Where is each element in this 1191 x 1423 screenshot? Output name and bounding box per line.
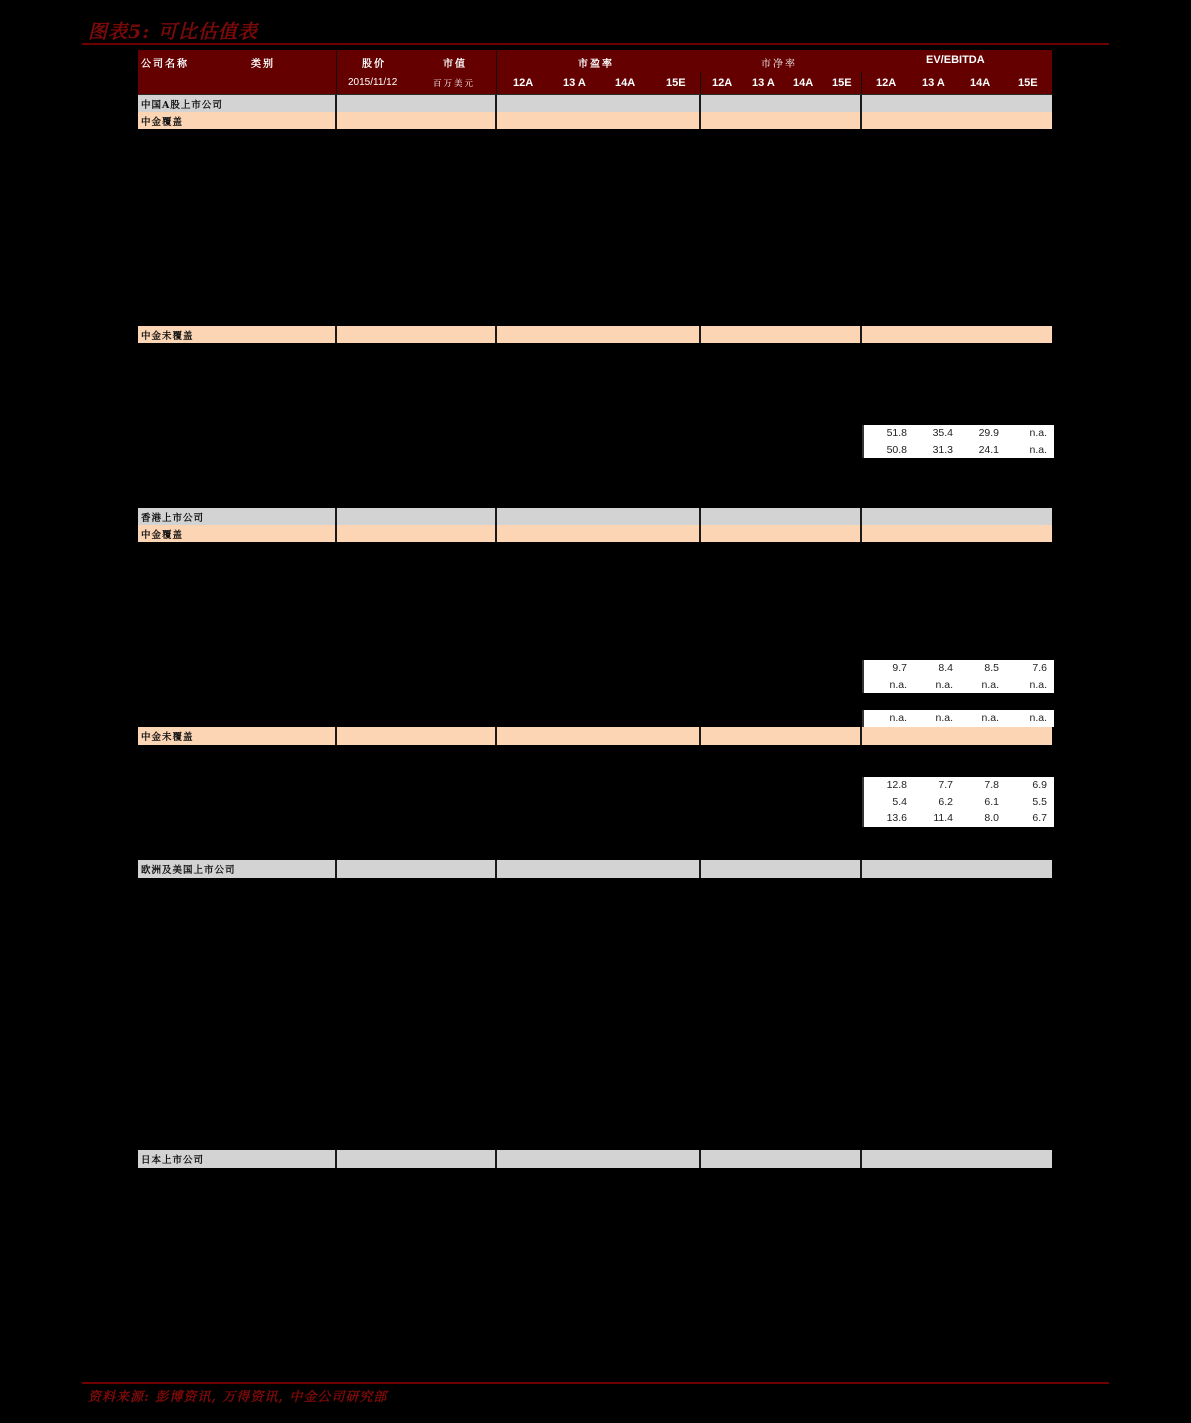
ev-ebitda-values-hk-covered-2 (862, 710, 1054, 727)
title-rule (82, 43, 1109, 45)
table-header (138, 50, 1052, 95)
header-ev-year: 15E (1018, 77, 1038, 89)
table-row: 12.8 7.7 7.8 6.9 (886, 779, 1047, 791)
figure-title: 图表5: 可比估值表 (88, 21, 258, 43)
header-pb-year: 14A (793, 77, 814, 89)
header-pb-year: 13 A (752, 77, 775, 89)
header-market-cap: 市值 (443, 59, 467, 70)
section-row-europe-us (138, 860, 1052, 878)
section-row-hk (138, 508, 1052, 525)
ev-ebitda-values-hk-covered (862, 660, 1054, 693)
footer-rule (82, 1382, 1109, 1384)
header-market-cap-unit: 百万美元 (433, 79, 476, 89)
section-row-japan (138, 1150, 1052, 1168)
section-label: 欧洲及美国上市公司 (141, 865, 236, 876)
header-pe-label: 市盈率 (578, 59, 614, 70)
header-price: 股价 (362, 59, 386, 70)
header-ev-year: 14A (970, 77, 991, 89)
header-divider (700, 72, 701, 94)
header-ev-ebitda-label: EV/EBITDA (926, 54, 985, 66)
header-pe-year: 14A (615, 77, 636, 89)
header-divider (336, 50, 337, 94)
table-row: 5.4 6.2 6.1 5.5 (892, 795, 1047, 808)
table-row: 9.7 8.4 8.5 7.6 (892, 662, 1047, 674)
table-row: 13.6 11.4 8.0 6.7 (886, 812, 1047, 824)
header-category: 类别 (251, 59, 275, 70)
section-label: 中金覆盖 (141, 117, 184, 128)
table-row: n.a. n.a. n.a. n.a. (889, 712, 1047, 724)
table-row: 51.8 35.4 29.9 n.a. (886, 427, 1047, 439)
section-label: 中国A股上市公司 (141, 100, 223, 111)
header-company-name: 公司名称 (141, 59, 189, 70)
header-ev-year: 12A (876, 77, 897, 89)
section-label: 中金未覆盖 (141, 732, 194, 743)
ev-ebitda-values-a-share-uncovered (862, 425, 1054, 458)
section-label: 中金未覆盖 (141, 331, 194, 342)
ev-ebitda-values-hk-uncovered (862, 777, 1054, 827)
section-label: 中金覆盖 (141, 530, 184, 541)
section-label: 日本上市公司 (141, 1155, 205, 1166)
section-row-hk-covered (138, 525, 1052, 542)
header-divider (861, 72, 862, 94)
header-divider (496, 50, 497, 94)
table-row: n.a. n.a. n.a. n.a. (889, 678, 1047, 691)
section-row-a-share (138, 95, 1052, 112)
header-pb-year: 15E (832, 77, 852, 89)
header-pb-label: 市净率 (761, 59, 797, 70)
section-label: 香港上市公司 (141, 513, 205, 524)
header-ev-year: 13 A (922, 77, 945, 89)
header-price-date: 2015/11/12 (348, 77, 398, 88)
source-note: 资料来源: 彭博资讯, 万得资讯, 中金公司研究部 (88, 1390, 388, 1405)
table-row: 50.8 31.3 24.1 n.a. (886, 443, 1047, 456)
header-pe-year: 12A (513, 77, 534, 89)
section-row-a-share-covered (138, 112, 1052, 129)
header-pb-year: 12A (712, 77, 733, 89)
header-pe-year: 15E (666, 77, 686, 89)
section-row-a-share-uncovered (138, 326, 1052, 343)
header-pe-year: 13 A (563, 77, 586, 89)
section-row-hk-uncovered (138, 727, 1052, 745)
